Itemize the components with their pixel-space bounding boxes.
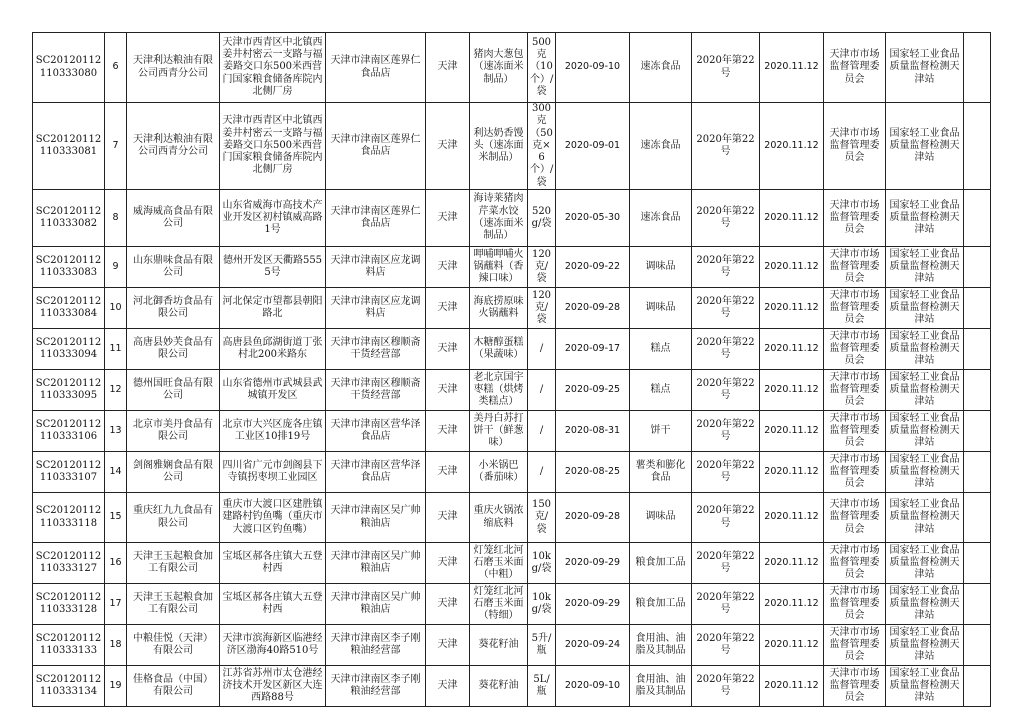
table-cell: 2020年第22号	[692, 329, 760, 370]
table-cell: 2020-09-28	[556, 288, 630, 329]
table-cell: 2020年第22号	[692, 247, 760, 288]
table-cell: SC20120112110333083	[33, 247, 105, 288]
table-cell: 调味品	[630, 493, 692, 543]
table-cell: 速冻食品	[630, 190, 692, 247]
table-cell: 2020-09-25	[556, 370, 630, 411]
table-cell: 高唐县鱼邱湖街道丁张村北200米路东	[220, 329, 326, 370]
table-cell: 天津市津南区穆顺斋干货经营部	[326, 329, 426, 370]
table-cell: 天津	[426, 543, 470, 584]
table-cell: 300克（50克×6个）/袋	[528, 103, 556, 190]
table-cell: 10kg/袋	[528, 543, 556, 584]
table-cell: 2020-09-22	[556, 247, 630, 288]
table-cell: 天津市市场监督管理委员会	[824, 33, 886, 103]
table-cell: SC20120112110333094	[33, 329, 105, 370]
table-row	[33, 452, 991, 493]
table-cell: 天津市市场监督管理委员会	[824, 543, 886, 584]
table-cell: 山东省德州市武城县武城镇开发区	[220, 370, 326, 411]
table-cell: 14	[105, 452, 127, 493]
table-cell: 德州开发区天衢路5555号	[220, 247, 326, 288]
table-cell: 天津	[426, 329, 470, 370]
table-cell: 17	[105, 584, 127, 625]
table-cell: SC20120112110333106	[33, 411, 105, 452]
table-cell: 2020.11.12	[760, 543, 824, 584]
table-cell: SC20120112110333133	[33, 625, 105, 666]
table-cell: 国家轻工业食品质量监督检测天津站	[886, 493, 964, 543]
table-cell: 食用油、油脂及其制品	[630, 625, 692, 666]
table-cell: 2020年第22号	[692, 411, 760, 452]
table-cell: 天津市津南区吴广帅粮油店	[326, 493, 426, 543]
table-cell: 河北保定市望都县朝阳路北	[220, 288, 326, 329]
table-cell: 2020-08-31	[556, 411, 630, 452]
table-cell: 2020年第22号	[692, 370, 760, 411]
table-cell: 天津市市场监督管理委员会	[824, 190, 886, 247]
table-cell: 国家轻工业食品质量监督检测天津站	[886, 584, 964, 625]
empty-cell	[964, 329, 991, 370]
table-cell: 调味品	[630, 247, 692, 288]
empty-cell	[964, 452, 991, 493]
table-cell: 灯笼红北河石磨玉米面（特细）	[470, 584, 528, 625]
table-row	[33, 329, 991, 370]
table-cell: 2020年第22号	[692, 625, 760, 666]
table-cell: 天津市滨海新区临港经济区渤海40路510号	[220, 625, 326, 666]
table-cell: 猪肉大葱包（速冻面米制品）	[470, 33, 528, 103]
table-cell: 10kg/袋	[528, 584, 556, 625]
table-cell: 2020-05-30	[556, 190, 630, 247]
table-cell: 天津市市场监督管理委员会	[824, 247, 886, 288]
table-cell: 粮食加工品	[630, 543, 692, 584]
table-cell: 天津	[426, 625, 470, 666]
table-cell: SC20120112110333118	[33, 493, 105, 543]
table-row	[33, 247, 991, 288]
table-cell: 2020.11.12	[760, 103, 824, 190]
table-cell: 2020-09-10	[556, 666, 630, 707]
table-cell: 北京市大兴区庞各庄镇工业区10排19号	[220, 411, 326, 452]
table-cell: 2020.11.12	[760, 370, 824, 411]
table-cell: /	[528, 329, 556, 370]
table-cell: 天津市西青区中北镇西姜井村密云一支路与福姜路交口东500米西营门国家粮食储备库院内北侧厂房	[220, 33, 326, 103]
table-cell: 5升/瓶	[528, 625, 556, 666]
table-cell: 国家轻工业食品质量监督检测天津站	[886, 625, 964, 666]
table-cell: 糕点	[630, 370, 692, 411]
table-cell: 天津市市场监督管理委员会	[824, 411, 886, 452]
table-cell: 糕点	[630, 329, 692, 370]
table-cell: 木糖醇蛋糕（果蔬味）	[470, 329, 528, 370]
empty-cell	[964, 543, 991, 584]
table-cell: 天津市市场监督管理委员会	[824, 452, 886, 493]
table-cell: 2020.11.12	[760, 625, 824, 666]
table-cell: SC20120112110333082	[33, 190, 105, 247]
table-cell: 2020.11.12	[760, 247, 824, 288]
table-cell: 天津	[426, 288, 470, 329]
table-cell: 天津	[426, 190, 470, 247]
table-cell: 国家轻工业食品质量监督检测天津站	[886, 543, 964, 584]
table-cell: 小米锅巴（番茄味）	[470, 452, 528, 493]
empty-cell	[964, 584, 991, 625]
table-cell: 薯类和膨化食品	[630, 452, 692, 493]
table-row	[33, 584, 991, 625]
table-cell: 北京市美丹食品有限公司	[127, 411, 220, 452]
table-cell: 天津	[426, 584, 470, 625]
table-cell: 2020-09-29	[556, 543, 630, 584]
table-cell: 饼干	[630, 411, 692, 452]
table-cell: 天津市市场监督管理委员会	[824, 288, 886, 329]
table-cell: 11	[105, 329, 127, 370]
table-cell: 天津市津南区李子刚粮油经营部	[326, 625, 426, 666]
empty-cell	[964, 33, 991, 103]
empty-cell	[964, 370, 991, 411]
table-cell: 速冻食品	[630, 33, 692, 103]
table-cell: 国家轻工业食品质量监督检测天津站	[886, 411, 964, 452]
table-cell: 2020年第22号	[692, 584, 760, 625]
table-cell: 6	[105, 33, 127, 103]
table-cell: 调味品	[630, 288, 692, 329]
table-cell: 10	[105, 288, 127, 329]
table-cell: 葵花籽油	[470, 625, 528, 666]
table-cell: 2020.11.12	[760, 33, 824, 103]
table-cell: 国家轻工业食品质量监督检测天津站	[886, 33, 964, 103]
table-cell: 重庆火锅浓缩底料	[470, 493, 528, 543]
empty-cell	[964, 103, 991, 190]
table-cell: 利达奶香馒头（速冻面米制品）	[470, 103, 528, 190]
table-cell: 2020年第22号	[692, 493, 760, 543]
table-cell: 天津市市场监督管理委员会	[824, 584, 886, 625]
table-cell: 国家轻工业食品质量监督检测天津站	[886, 247, 964, 288]
table-row	[33, 370, 991, 411]
table-cell: 天津	[426, 103, 470, 190]
table-cell: 海诗莱猪肉芹菜水饺（速冻面米制品）	[470, 190, 528, 247]
table-cell: 天津王玉起粮食加工有限公司	[127, 543, 220, 584]
table-cell: 山东鼎味食品有限公司	[127, 247, 220, 288]
table-cell: 四川省广元市剑阁县下寺镇拐枣坝工业园区	[220, 452, 326, 493]
table-cell: 2020-09-24	[556, 625, 630, 666]
inspection-results-table	[32, 32, 991, 707]
table-row	[33, 543, 991, 584]
table-cell: 天津市市场监督管理委员会	[824, 625, 886, 666]
table-cell: 13	[105, 411, 127, 452]
table-cell: 天津市津南区应龙调料店	[326, 247, 426, 288]
table-row	[33, 288, 991, 329]
table-cell: 15	[105, 493, 127, 543]
table-cell: 国家轻工业食品质量监督检测天津站	[886, 666, 964, 707]
table-cell: 2020-09-10	[556, 33, 630, 103]
table-cell: 120克/袋	[528, 288, 556, 329]
table-row	[33, 625, 991, 666]
table-cell: 19	[105, 666, 127, 707]
table-cell: 天津利达粮油有限公司西青分公司	[127, 33, 220, 103]
table-cell: 12	[105, 370, 127, 411]
table-cell: 天津市市场监督管理委员会	[824, 103, 886, 190]
table-cell: 150克/袋	[528, 493, 556, 543]
table-cell: 2020年第22号	[692, 452, 760, 493]
table-cell: 天津市津南区莲界仁食品店	[326, 190, 426, 247]
empty-cell	[964, 666, 991, 707]
table-cell: 天津	[426, 411, 470, 452]
table-cell: 山东省威海市高技术产业开发区初村镇威高路1号	[220, 190, 326, 247]
table-cell: 高唐县妙芙食品有限公司	[127, 329, 220, 370]
table-cell: 宝坻区郝各庄镇大五登村西	[220, 543, 326, 584]
table-cell: 2020.11.12	[760, 190, 824, 247]
table-cell: 天津市津南区穆顺斋干货经营部	[326, 370, 426, 411]
table-cell: 2020-08-25	[556, 452, 630, 493]
table-cell: 天津市西青区中北镇西姜井村密云一支路与福姜路交口东500米西营门国家粮食储备库院内北侧厂房	[220, 103, 326, 190]
empty-cell	[964, 247, 991, 288]
table-cell: 天津利达粮油有限公司西青分公司	[127, 103, 220, 190]
table-cell: 9	[105, 247, 127, 288]
table-cell: 天津	[426, 33, 470, 103]
table-cell: 重庆市大渡口区建胜镇建路村钓鱼嘴（重庆市大渡口区钓鱼嘴）	[220, 493, 326, 543]
table-cell: 天津市津南区应龙调料店	[326, 288, 426, 329]
table-cell: SC20120112110333095	[33, 370, 105, 411]
table-cell: 2020-09-28	[556, 493, 630, 543]
empty-cell	[964, 411, 991, 452]
table-cell: 国家轻工业食品质量监督检测天津站	[886, 452, 964, 493]
table-cell: 2020年第22号	[692, 666, 760, 707]
table-cell: 天津市津南区李子刚粮油经营部	[326, 666, 426, 707]
table-row	[33, 190, 991, 247]
table-cell: 2020.11.12	[760, 493, 824, 543]
table-cell: 120克/袋	[528, 247, 556, 288]
table-cell: 国家轻工业食品质量监督检测天津站	[886, 370, 964, 411]
table-cell: 国家轻工业食品质量监督检测天津站	[886, 103, 964, 190]
table-cell: 天津	[426, 370, 470, 411]
table-cell: 中粮佳悦（天津）有限公司	[127, 625, 220, 666]
table-cell: 2020年第22号	[692, 103, 760, 190]
table-cell: 天津市市场监督管理委员会	[824, 370, 886, 411]
table-cell: /	[528, 452, 556, 493]
table-cell: 天津市津南区营华泽食品店	[326, 411, 426, 452]
table-cell: 国家轻工业食品质量监督检测天津站	[886, 329, 964, 370]
table-cell: 剑阁雅娴食品有限公司	[127, 452, 220, 493]
table-cell: 宝坻区郝各庄镇大五登村西	[220, 584, 326, 625]
table-cell: 葵花籽油	[470, 666, 528, 707]
table-cell: 2020年第22号	[692, 190, 760, 247]
table-cell: 食用油、油脂及其制品	[630, 666, 692, 707]
table-cell: 速冻食品	[630, 103, 692, 190]
table-cell: 天津市市场监督管理委员会	[824, 666, 886, 707]
table-cell: 天津市津南区莲界仁食品店	[326, 33, 426, 103]
table-cell: 国家轻工业食品质量监督检测天津站	[886, 288, 964, 329]
table-cell: 呷哺呷哺火锅蘸料（香辣口味）	[470, 247, 528, 288]
table-cell: 江苏省苏州市太仓港经济技术开发区新区大连西路88号	[220, 666, 326, 707]
table-cell: 2020年第22号	[692, 288, 760, 329]
table-cell: 2020.11.12	[760, 288, 824, 329]
table-cell: 5L/瓶	[528, 666, 556, 707]
table-cell: 2020.11.12	[760, 666, 824, 707]
table-cell: 海底捞原味火锅蘸料	[470, 288, 528, 329]
table-cell: 灯笼红北河石磨玉米面（中粗）	[470, 543, 528, 584]
table-cell: 500克（10个）/袋	[528, 33, 556, 103]
table-cell: 2020.11.12	[760, 411, 824, 452]
table-body	[33, 33, 991, 707]
table-cell: 河北御香坊食品有限公司	[127, 288, 220, 329]
empty-cell	[964, 493, 991, 543]
table-cell: 重庆红九九食品有限公司	[127, 493, 220, 543]
table-cell: 天津市津南区莲界仁食品店	[326, 103, 426, 190]
table-cell: 美丹白苏打饼干（鲜葱味）	[470, 411, 528, 452]
table-row	[33, 411, 991, 452]
table-cell: 国家轻工业食品质量监督检测天津站	[886, 190, 964, 247]
table-cell: SC20120112110333081	[33, 103, 105, 190]
table-row	[33, 666, 991, 707]
table-cell: 老北京国宇枣糕（烘烤类糕点）	[470, 370, 528, 411]
table-cell: 威海威高食品有限公司	[127, 190, 220, 247]
table-cell: /	[528, 370, 556, 411]
table-cell: 7	[105, 103, 127, 190]
empty-cell	[964, 625, 991, 666]
table-cell: 天津	[426, 247, 470, 288]
table-cell: 2020年第22号	[692, 543, 760, 584]
table-cell: 天津市津南区吴广帅粮油店	[326, 543, 426, 584]
table-cell: 天津市市场监督管理委员会	[824, 329, 886, 370]
empty-cell	[964, 190, 991, 247]
table-cell: 天津王玉起粮食加工有限公司	[127, 584, 220, 625]
table-cell: 佳格食品（中国）有限公司	[127, 666, 220, 707]
table-cell: 18	[105, 625, 127, 666]
table-cell: 2020年第22号	[692, 33, 760, 103]
table-cell: 天津	[426, 493, 470, 543]
table-cell: 天津市津南区吴广帅粮油店	[326, 584, 426, 625]
table-cell: 粮食加工品	[630, 584, 692, 625]
table-row	[33, 33, 991, 103]
table-cell: SC20120112110333128	[33, 584, 105, 625]
table-cell: 天津	[426, 666, 470, 707]
table-cell: SC20120112110333084	[33, 288, 105, 329]
table-cell: 德州国旺食品有限公司	[127, 370, 220, 411]
table-row	[33, 103, 991, 190]
table-cell: 2020-09-01	[556, 103, 630, 190]
table-cell: 2020.11.12	[760, 329, 824, 370]
table-cell: 8	[105, 190, 127, 247]
table-cell: 天津	[426, 452, 470, 493]
table-cell: 天津市市场监督管理委员会	[824, 493, 886, 543]
table-cell: /	[528, 411, 556, 452]
table-cell: 2020-09-17	[556, 329, 630, 370]
table-cell: 2020.11.12	[760, 452, 824, 493]
table-cell: SC20120112110333127	[33, 543, 105, 584]
table-row	[33, 493, 991, 543]
table-cell: 520g/袋	[528, 190, 556, 247]
table-cell: SC20120112110333134	[33, 666, 105, 707]
empty-cell	[964, 288, 991, 329]
table-cell: 2020-09-29	[556, 584, 630, 625]
table-cell: 2020.11.12	[760, 584, 824, 625]
table-cell: SC20120112110333107	[33, 452, 105, 493]
table-cell: 天津市津南区营华泽食品店	[326, 452, 426, 493]
table-cell: SC20120112110333080	[33, 33, 105, 103]
table-cell: 16	[105, 543, 127, 584]
